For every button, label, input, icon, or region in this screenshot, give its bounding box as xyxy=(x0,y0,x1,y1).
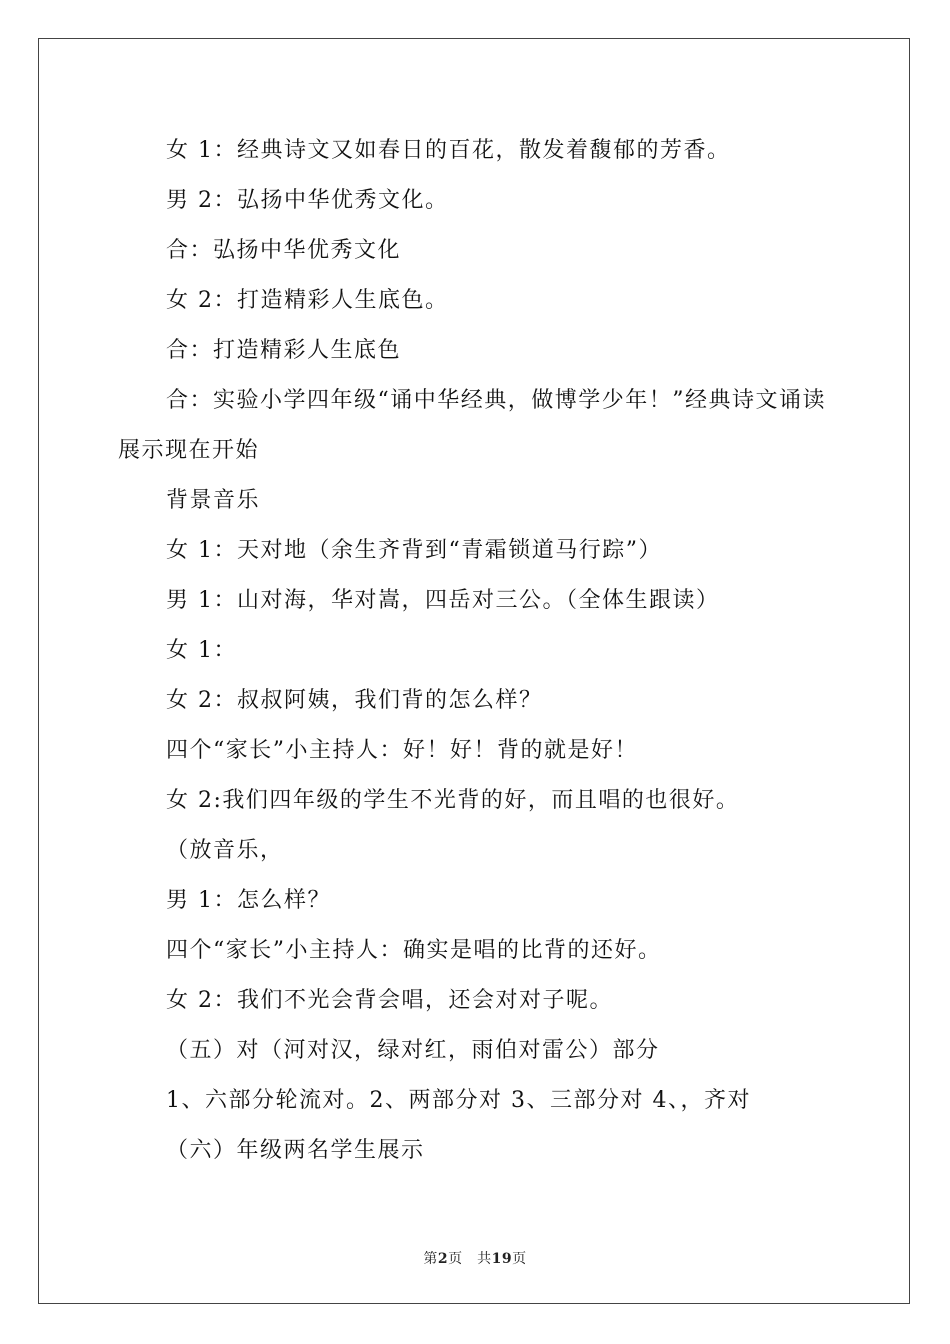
footer-suffix: 页 xyxy=(512,1251,527,1267)
paragraph: （六）年级两名学生展示 xyxy=(166,1138,425,1163)
footer-mid: 页 共 xyxy=(448,1251,492,1267)
paragraph: 背景音乐 xyxy=(166,488,261,513)
paragraph: （放音乐， xyxy=(166,838,284,863)
paragraph: 男 1：怎么样？ xyxy=(166,888,331,913)
paragraph: 女 2：叔叔阿姨，我们背的怎么样？ xyxy=(166,688,543,713)
total-page-count: 19 xyxy=(491,1251,513,1267)
paragraph: 合：弘扬中华优秀文化 xyxy=(166,238,402,263)
paragraph: 合：实验小学四年级“诵中华经典，做博学少年！”经典诗文诵读展示现在开始 xyxy=(118,388,826,463)
paragraph: 女 2：打造精彩人生底色。 xyxy=(166,288,449,313)
paragraph: 四个“家长”小主持人：好！好！背的就是好！ xyxy=(166,738,638,763)
paragraph: 1、六部分轮流对。2、两部分对 3、三部分对 4、，齐对 xyxy=(166,1088,751,1113)
current-page-number: 2 xyxy=(437,1251,449,1267)
document-body xyxy=(118,126,834,1176)
paragraph: 男 1：山对海，华对嵩，四岳对三公。（全体生跟读） xyxy=(166,588,720,613)
page-footer xyxy=(0,1248,950,1268)
paragraph: 女 2：我们不光会背会唱，还会对对子呢。 xyxy=(166,988,613,1013)
paragraph: 合：打造精彩人生底色 xyxy=(166,338,402,363)
paragraph: （五）对（河对汉，绿对红，雨伯对雷公）部分 xyxy=(166,1038,660,1063)
paragraph: 女 1：经典诗文又如春日的百花，散发着馥郁的芳香。 xyxy=(166,138,731,163)
paragraph: 女 1：天对地（余生齐背到“青霜锁道马行踪”） xyxy=(166,538,662,563)
footer-prefix: 第 xyxy=(423,1251,438,1267)
paragraph: 男 2：弘扬中华优秀文化。 xyxy=(166,188,449,213)
paragraph: 女 2:我们四年级的学生不光背的好，而且唱的也很好。 xyxy=(166,788,740,813)
paragraph: 女 1： xyxy=(166,638,237,663)
paragraph: 四个“家长”小主持人：确实是唱的比背的还好。 xyxy=(166,938,662,963)
